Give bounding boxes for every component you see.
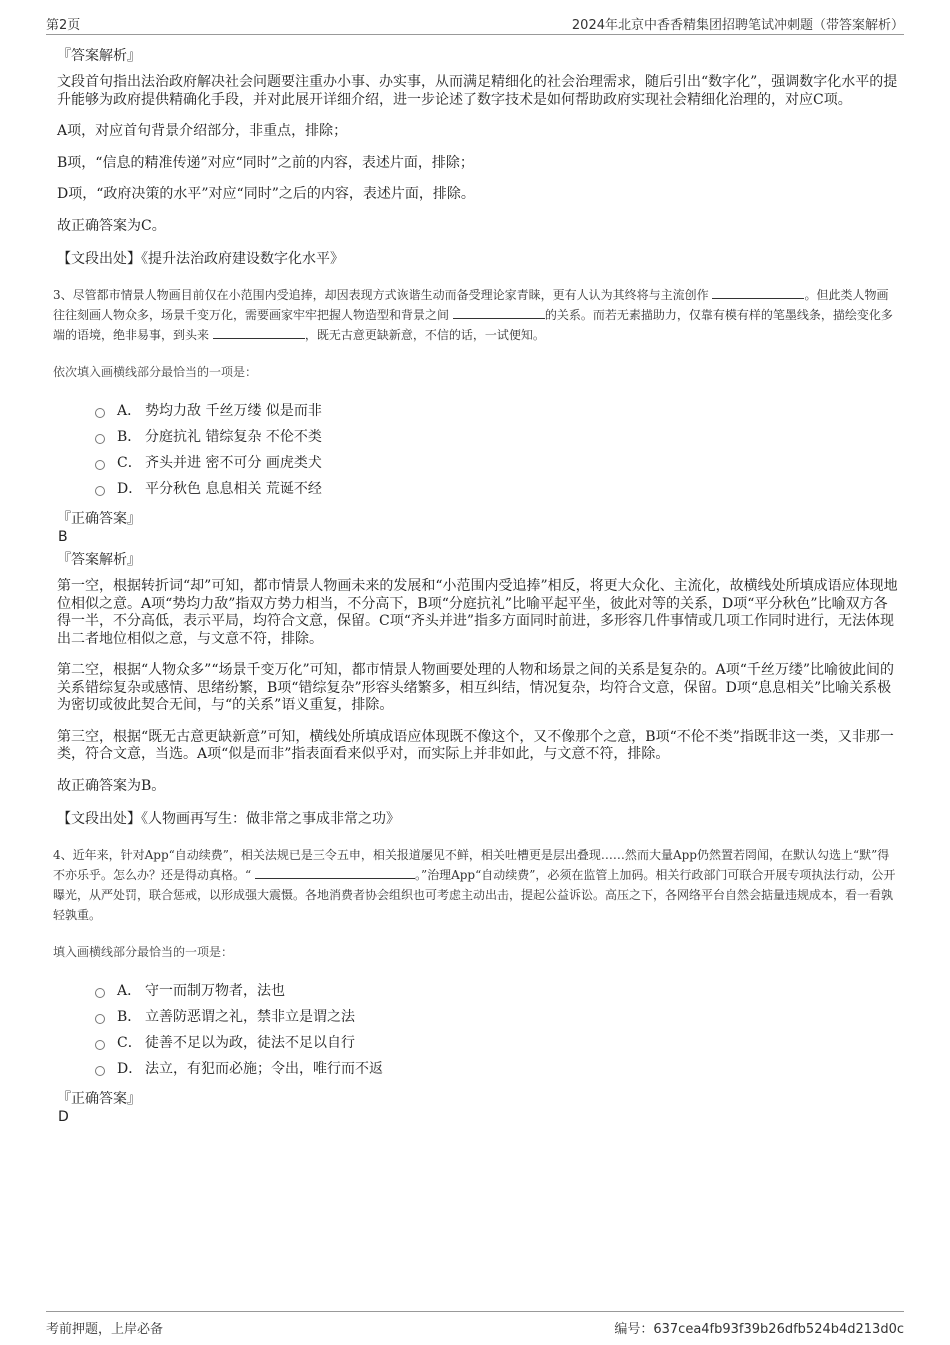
radio-icon[interactable] <box>95 988 105 998</box>
option-b[interactable]: B． 分庭抗礼 错综复杂 不伦不类 <box>95 424 898 450</box>
option-a[interactable]: A． 势均力敌 千丝万缕 似是而非 <box>95 398 898 424</box>
q3-correct-answer: B <box>58 529 68 545</box>
radio-icon[interactable] <box>95 460 105 470</box>
q2-analysis-label: 『答案解析』 <box>57 48 141 64</box>
question-3-stem: 3、尽管都市情景人物画目前仅在小范围内受追捧，却因表现方式诙谐生动而备受理论家青睐，更有人认为其终将与主流创作 。但此类人物画往往刻画人物众多，场景千变万化，需要画家牢牢把握人物造型和背景之间 的关系。而若无素描助力，仅靠有模有样的笔墨线条，描绘变化多端的语境，绝非易事，到头来 ，既无古意更缺新意，不信的话，一试便知。 <box>53 285 898 345</box>
radio-icon[interactable] <box>95 1066 105 1076</box>
option-c[interactable]: C． 齐头并进 密不可分 画虎类犬 <box>95 450 898 476</box>
blank-3 <box>213 325 305 339</box>
option-c[interactable]: C． 徒善不足以为政，徒法不足以自行 <box>95 1030 898 1056</box>
q4-correct-answer: D <box>58 1109 69 1125</box>
radio-icon[interactable] <box>95 1040 105 1050</box>
question-4-options <box>95 978 898 1082</box>
q3-analysis-label: 『答案解析』 <box>57 552 141 568</box>
question-4-instruction: 填入画横线部分最恰当的一项是： <box>53 945 234 959</box>
radio-icon[interactable] <box>95 1014 105 1024</box>
q3-analysis-para: 第三空，根据“既无古意更缺新意”可知，横线处所填成语应体现既不像这个，又不像那个之意，B项“不伦不类”指既非这一类，又非那一类，符合文意，当选。A项“似是而非”指表面看来似乎对，而实际上并非如此，与文意不符，排除。 <box>57 728 894 762</box>
blank-1 <box>712 285 804 299</box>
q2-analysis-para: B项，“信息的精准传递”对应“同时”之前的内容，表述片面，排除； <box>57 154 474 171</box>
q3-analysis-para: 第二空，根据“人物众多”“场景千变万化”可知，都市情景人物画要处理的人物和场景之间的关系是复杂的。A项“千丝万缕”比喻彼此间的关系错综复杂或感情、思绪纷繁，B项“错综复杂”形容头绪繁多，相互纠结，情况复杂，均符合文意，保留。D项“息息相关”比喻关系极为密切或彼此契合无间，与“的关系”语义重复，排除。 <box>57 662 895 713</box>
option-d[interactable]: D． 平分秋色 息息相关 荒诞不经 <box>95 476 898 502</box>
page-footer <box>46 1311 904 1338</box>
q2-source: 【文段出处】《提升法治政府建设数字化水平》 <box>57 251 344 267</box>
footer-slogan: 考前押题，上岸必备 <box>46 1322 164 1337</box>
q3-correct-label: 『正确答案』 <box>57 511 141 527</box>
option-d[interactable]: D． 法立，有犯而必施；令出，唯行而不返 <box>95 1056 898 1082</box>
blank-1 <box>255 865 415 879</box>
q2-analysis-para: 文段首句指出法治政府解决社会问题要注重办小事、办实事，从而满足精细化的社会治理需求，随后引出“数字化”，强调数字化水平的提升能够为政府提供精确化手段，并对此展开详细介绍，进一步论述了数字技术是如何帮助政府实现社会精细化治理的，对应C项。 <box>57 74 898 108</box>
q3-source: 【文段出处】《人物画再写生：做非常之事成非常之功》 <box>57 811 400 827</box>
question-4-stem: 4、近年来，针对App“自动续费”，相关法规已是三令五申，相关报道屡见不鲜，相关吐槽更是层出叠现……然而大量App仍然置若罔闻，在默认勾选上“默”得不亦乐乎。怎么办？还是得动真格。“ 。”治理App“自动续费”，必须在监管上加码。相关行政部门可联合开展专项执法行动，公开曝光，从严处罚，联合惩戒，以形成强大震慑。各地消费者协会组织也可考虑主动出击，提起公益诉讼。高压之下，各网络平台自然会掂量违规成本，看一看孰轻孰重。 <box>53 848 896 922</box>
q3-answer-summary: 故正确答案为B。 <box>57 777 166 794</box>
page-number: 第2页 <box>46 18 81 33</box>
radio-icon[interactable] <box>95 434 105 444</box>
radio-icon[interactable] <box>95 408 105 418</box>
document-title: 2024年北京中香香精集团招聘笔试冲刺题（带答案解析） <box>571 18 904 33</box>
question-3-options <box>95 398 898 502</box>
blank-2 <box>453 305 545 319</box>
q2-answer-summary: 故正确答案为C。 <box>57 217 166 234</box>
radio-icon[interactable] <box>95 486 105 496</box>
q4-correct-label: 『正确答案』 <box>57 1091 141 1107</box>
question-3-instruction: 依次填入画横线部分最恰当的一项是： <box>53 365 258 379</box>
page-header <box>46 12 904 35</box>
option-a[interactable]: A． 守一而制万物者，法也 <box>95 978 898 1004</box>
option-b[interactable]: B． 立善防恶谓之礼，禁非立是谓之法 <box>95 1004 898 1030</box>
q3-analysis-para: 第一空，根据转折词“却”可知，都市情景人物画未来的发展和“小范围内受追捧”相反，将更大众化、主流化，故横线处所填成语应体现地位相似之意。A项“势均力敌”指双方势力相当，不分高下，B项“分庭抗礼”比喻平起平坐，彼此对等的关系，D项“平分秋色”比喻双方各得一半，不分高低，表示平局，均符合文意，保留。C项“齐头并进”指多方面同时前进，多形容几件事情或几项工作同时进行，无法体现出二者地位相似之意，与文意不符，排除。 <box>57 578 898 647</box>
page-content <box>53 46 898 1130</box>
q2-analysis-para: D项，“政府决策的水平”对应“同时”之后的内容，表述片面，排除。 <box>57 186 475 202</box>
document-id: 编号：637cea4fb93f39b26dfb524b4d213d0c <box>614 1322 904 1337</box>
q2-analysis-para: A项，对应首句背景介绍部分，非重点，排除； <box>57 123 348 139</box>
